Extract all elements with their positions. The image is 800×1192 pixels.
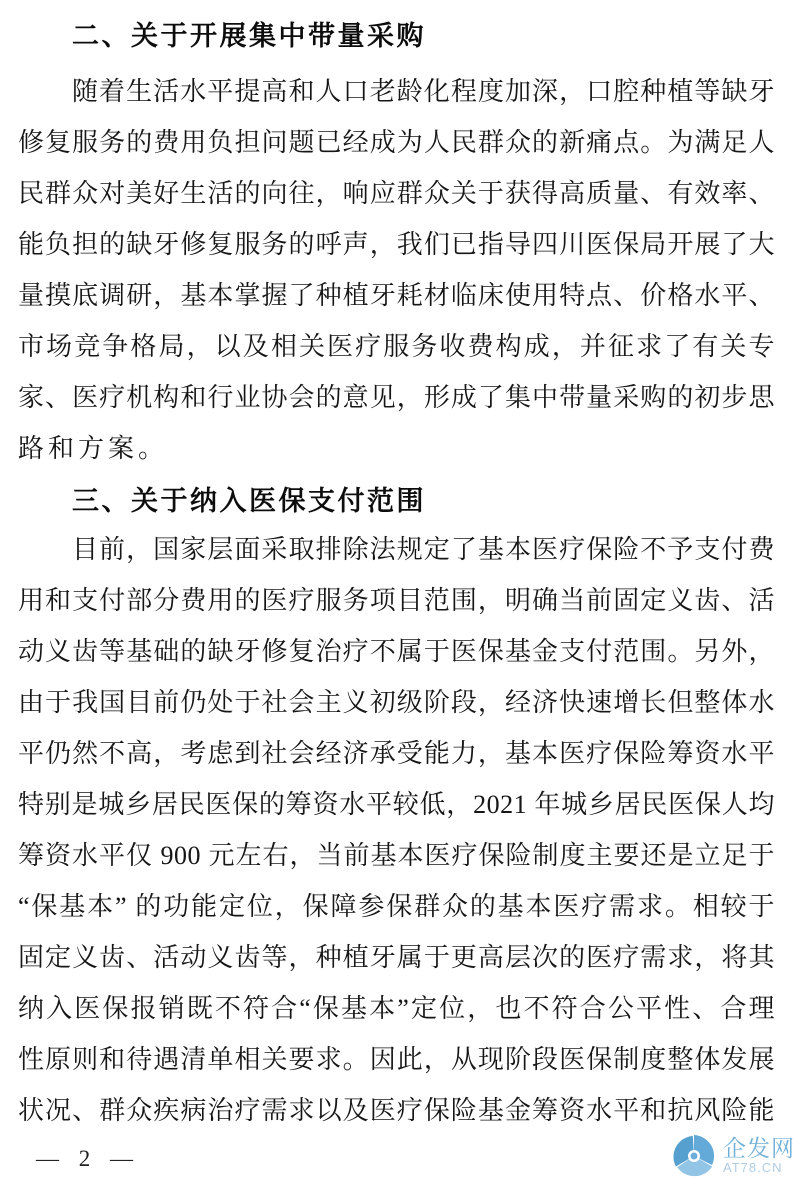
text-line: 固定义齿、活动义齿等，种植牙属于更高层次的医疗需求，将其 bbox=[18, 943, 775, 972]
text-line: 状况、群众疾病治疗需求以及医疗保险基金筹资水平和抗风险能 bbox=[18, 1096, 775, 1125]
document-page bbox=[18, 0, 775, 1136]
site-watermark bbox=[668, 1132, 795, 1180]
text-line: 由于我国目前仍处于社会主义初级阶段，经济快速增长但整体水 bbox=[18, 688, 775, 717]
text-line: 能负担的缺牙修复服务的呼声，我们已指导四川医保局开展了大 bbox=[18, 230, 775, 259]
text-line: 民群众对美好生活的向往，响应群众关于获得高质量、有效率、 bbox=[18, 179, 775, 208]
text-line: 特别是城乡居民医保的筹资水平较低，2021 年城乡居民医保人均 bbox=[18, 790, 775, 819]
page-number: — 2 — bbox=[36, 1146, 135, 1171]
text-line: 筹资水平仅 900 元左右，当前基本医疗保险制度主要还是立足于 bbox=[18, 841, 775, 870]
section-heading-2: 二、关于开展集中带量采购 bbox=[72, 21, 426, 51]
text-line: “保基本” 的功能定位，保障参保群众的基本医疗需求。相较于 bbox=[18, 892, 775, 921]
text-line: 性原则和待遇清单相关要求。因此，从现阶段医保制度整体发展 bbox=[18, 1045, 775, 1074]
watermark-text bbox=[723, 1136, 795, 1175]
watermark-logo-icon bbox=[668, 1132, 720, 1180]
text-line: 路和方案。 bbox=[18, 434, 169, 463]
text-line: 平仍然不高，考虑到社会经济承受能力，基本医疗保险筹资水平 bbox=[18, 739, 775, 768]
text-line: 市场竞争格局，以及相关医疗服务收费构成，并征求了有关专 bbox=[18, 332, 775, 361]
watermark-site-name: 企发网 bbox=[723, 1135, 795, 1161]
text-line: 用和支付部分费用的医疗服务项目范围，明确当前固定义齿、活 bbox=[18, 586, 775, 615]
text-line: 修复服务的费用负担问题已经成为人民群众的新痛点。为满足人 bbox=[18, 128, 775, 157]
text-line: 量摸底调研，基本掌握了种植牙耗材临床使用特点、价格水平、 bbox=[18, 281, 775, 310]
text-line: 动义齿等基础的缺牙修复治疗不属于医保基金支付范围。另外， bbox=[18, 637, 775, 666]
section-3-paragraph bbox=[18, 524, 775, 1136]
section-2-paragraph bbox=[18, 66, 775, 474]
text-line: 目前，国家层面采取排除法规定了基本医疗保险不予支付费 bbox=[72, 535, 775, 564]
text-line: 随着生活水平提高和人口老龄化程度加深，口腔种植等缺牙 bbox=[72, 77, 775, 106]
text-line: 纳入医保报销既不符合“保基本”定位，也不符合公平性、合理 bbox=[18, 994, 775, 1023]
text-line: 家、医疗机构和行业协会的意见，形成了集中带量采购的初步思 bbox=[18, 383, 775, 412]
section-heading-3: 三、关于纳入医保支付范围 bbox=[72, 486, 426, 516]
watermark-site-domain: AT78.CN bbox=[723, 1160, 783, 1175]
